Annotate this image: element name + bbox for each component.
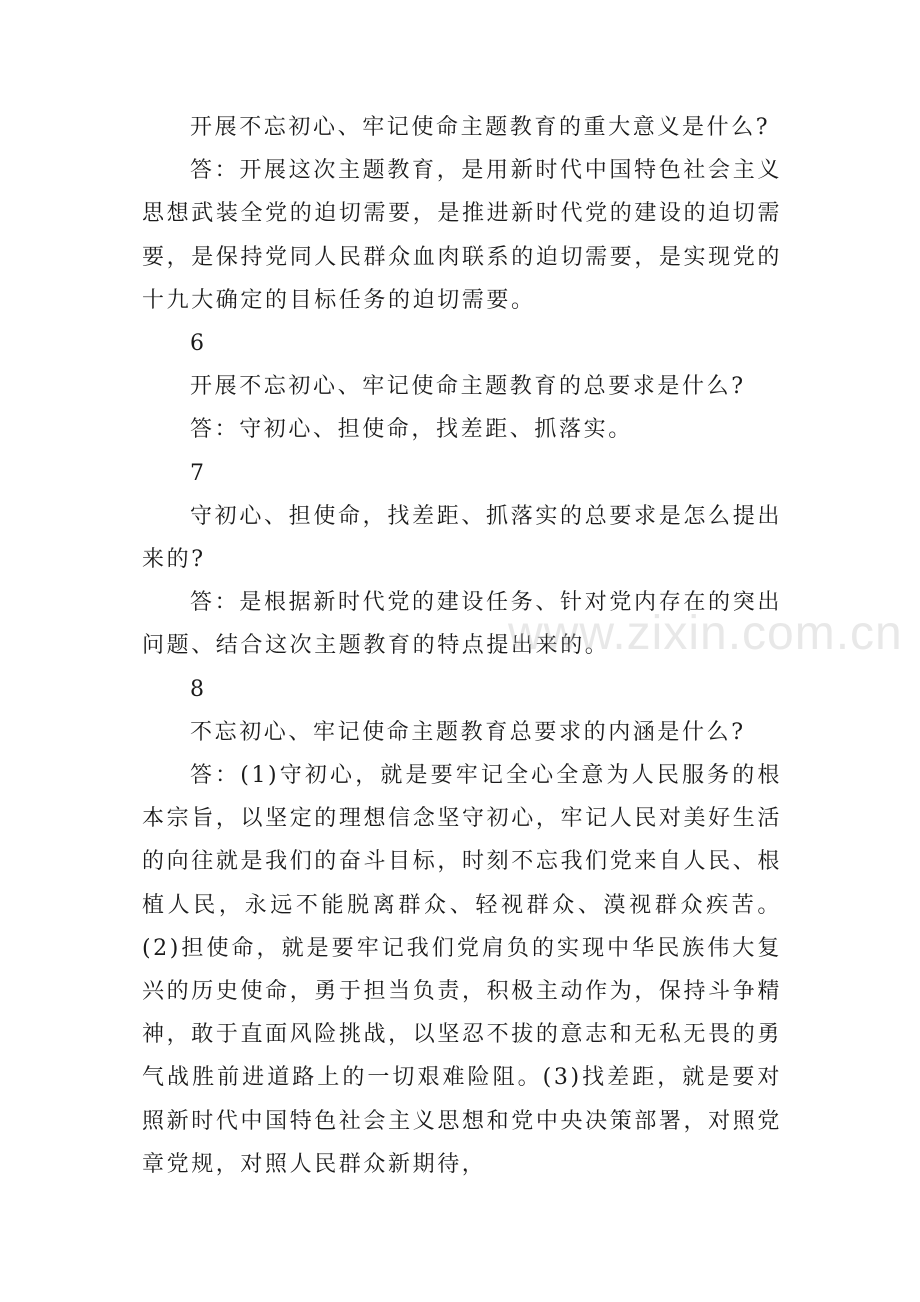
watermark: www.zixin.com.cn	[508, 607, 903, 660]
section-number: 8	[190, 676, 207, 702]
section-number: 7	[190, 460, 207, 486]
paragraph: 答：守初心、担使命，找差距、抓落实。	[190, 417, 633, 443]
paragraph: 开展不忘初心、牢记使命主题教育的重大意义是什么?	[190, 115, 771, 140]
paragraph: 答：开展这次主题教育，是用新时代中国特色社会主义思想武装全党的迫切需要，是推进新时代党的建设的迫切需要，是保持党同人民群众血肉联系的迫切需要，是实现党的十九大确定的目标任务的迫切需要。	[142, 158, 782, 313]
document-body	[142, 106, 782, 1186]
paragraph: 守初心、担使命，找差距、抓落实的总要求是怎么提出来的?	[142, 503, 782, 573]
paragraph: 答：(1)守初心，就是要牢记全心全意为人民服务的根本宗旨，以坚定的理想信念坚守初心，牢记人民对美好生活的向往就是我们的奋斗目标，时刻不忘我们党来自人民、根植人民，永远不能脱离群众、轻视群众、漠视群众疾苦。(2)担使命，就是要牢记我们党肩负的实现中华民族伟大复兴的历史使命，勇于担当负责，积极主动作为，保持斗争精神，敢于直面风险挑战，以坚忍不拔的意志和无私无畏的勇气战胜前进道路上的一切艰难险阻。(3)找差距，就是要对照新时代中国特色社会主义思想和党中央决策部署，对照党章党规，对照人民群众新期待，	[142, 763, 782, 1177]
paragraph: 不忘初心、牢记使命主题教育总要求的内涵是什么?	[190, 719, 746, 745]
paragraph: 答：是根据新时代党的建设任务、针对党内存在的突出问题、结合这次主题教育的特点提出来的。	[142, 590, 782, 659]
section-number: 6	[190, 331, 207, 357]
paragraph: 开展不忘初心、牢记使命主题教育的总要求是什么?	[190, 374, 746, 400]
